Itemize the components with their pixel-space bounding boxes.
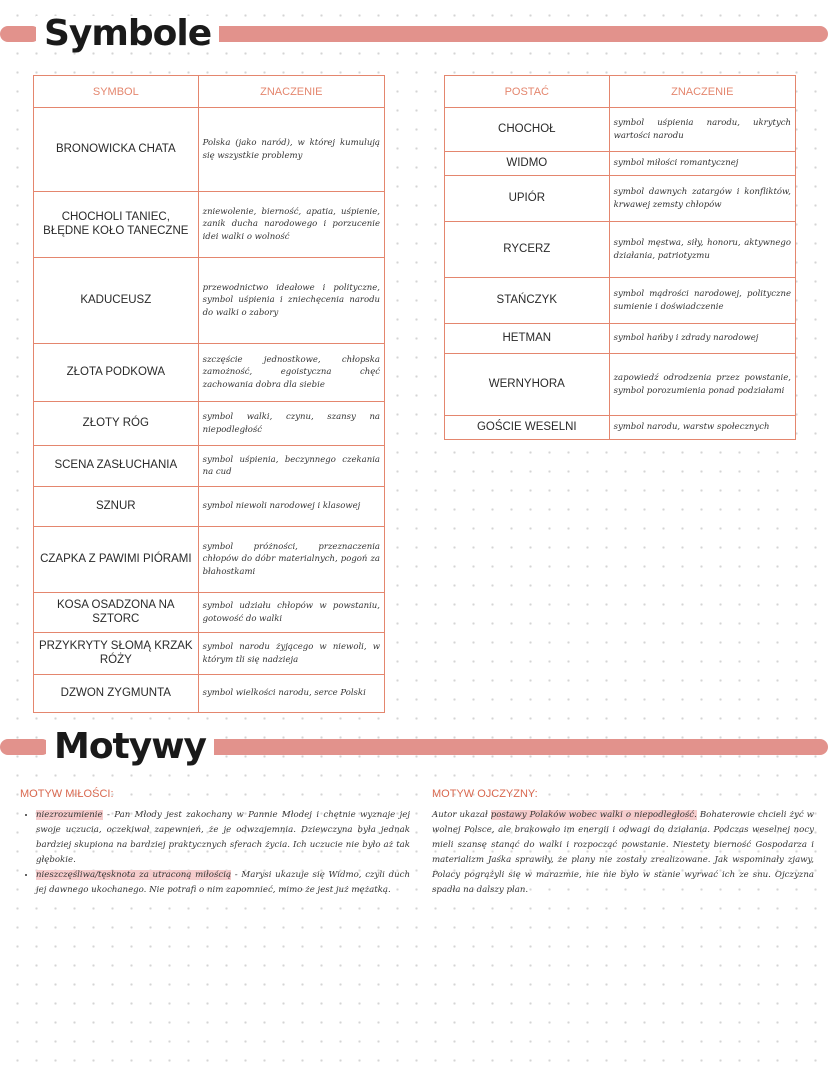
meaning-cell: symbol miłości romantycznej — [609, 152, 795, 176]
meaning-cell: zapowiedź odrodzenia przez powstanie, symbol porozumienia ponad podziałami — [609, 354, 795, 416]
table-row — [34, 446, 385, 487]
motif-love-text — [22, 808, 410, 898]
table-row — [34, 527, 385, 593]
meaning-cell: symbol dawnych zatargów i konfliktów, krwawej zemsty chłopów — [609, 176, 795, 222]
motif-homeland-title: MOTYW OJCZYZNY: — [432, 788, 538, 800]
symbol-cell: PRZYKRYTY SŁOMĄ KRZAK RÓŻY — [34, 633, 199, 675]
meaning-cell: symbol udziału chłopów w powstaniu, gotowość do walki — [198, 593, 384, 633]
meaning-cell: symbol uśpienia, beczynnego czekania na cud — [198, 446, 384, 487]
meaning-cell: symbol hańby i zdrady narodowej — [609, 324, 795, 354]
meaning-cell: szczęście jednostkowe, chłopska zamożność, egoistyczna chęć zachowania dobra dla siebie — [198, 344, 384, 402]
meaning-cell: symbol męstwa, siły, honoru, aktywnego działania, patriotyzmu — [609, 222, 795, 278]
meaning-cell: symbol próżności, przeznaczenia chłopów do dóbr materialnych, pogoń za błahostkami — [198, 527, 384, 593]
table-row — [34, 487, 385, 527]
character-cell: UPIÓR — [445, 176, 610, 222]
characters-table-header — [445, 76, 796, 108]
header-meaning: ZNACZENIE — [198, 76, 384, 108]
table-row — [445, 324, 796, 354]
character-cell: CHOCHOŁ — [445, 108, 610, 152]
meaning-cell: symbol walki, czynu, szansy na niepodległość — [198, 402, 384, 446]
symbol-cell: BRONOWICKA CHATA — [34, 108, 199, 192]
list-item — [36, 808, 410, 868]
table-row — [445, 278, 796, 324]
character-cell: STAŃCZYK — [445, 278, 610, 324]
header-meaning: ZNACZENIE — [609, 76, 795, 108]
text-highlight: niezrozumienie — [36, 810, 103, 820]
character-cell: WERNYHORA — [445, 354, 610, 416]
meaning-cell: symbol uśpienia narodu, ukrytych wartości narodu — [609, 108, 795, 152]
symbols-header-bar-left — [0, 26, 40, 42]
table-row — [34, 192, 385, 258]
meaning-cell: Polska (jako naród), w której kumulują się wszystkie problemy — [198, 108, 384, 192]
table-row — [445, 222, 796, 278]
character-cell: WIDMO — [445, 152, 610, 176]
meaning-cell: symbol niewoli narodowej i klasowej — [198, 487, 384, 527]
symbol-cell: KOSA OSADZONA NA SZTORC — [34, 593, 199, 633]
character-cell: RYCERZ — [445, 222, 610, 278]
table-row — [445, 176, 796, 222]
motif-homeland-text — [432, 808, 814, 898]
meaning-cell: symbol mądrości narodowej, polityczne sumienie i doświadczenie — [609, 278, 795, 324]
motifs-header-bar-right — [172, 739, 828, 755]
paragraph-text: - Marysi ukazuje się Widmo, czyli duch jej dawnego ukochanego. Nie potrafi o nim zapomnieć, mimo że jest już mężatką. — [36, 870, 411, 895]
symbol-cell: ZŁOTA PODKOWA — [34, 344, 199, 402]
meaning-cell: symbol narodu, warstw społecznych — [609, 416, 795, 440]
table-row — [34, 344, 385, 402]
symbols-section-title: Symbole — [36, 16, 219, 52]
character-cell: HETMAN — [445, 324, 610, 354]
symbol-cell: ZŁOTY RÓG — [34, 402, 199, 446]
table-row — [445, 354, 796, 416]
paragraph-text: - Pan Młody jest zakochany w Pannie Młodej i chętnie wyznaje jej swoje uczucia, oczekiwał zapewnień, że je odwzajemnia. Dziewczyna była jednak bardziej skupiona na bardziej praktycznych sferach życia. Ich uczucie nie było aż tak głębokie. — [36, 810, 410, 865]
motif-love-title: MOTYW MIŁOŚCI: — [20, 788, 114, 800]
header-character: POSTAĆ — [445, 76, 610, 108]
symbol-cell: DZWON ZYGMUNTA — [34, 675, 199, 713]
symbols-header-bar-right — [176, 26, 828, 42]
symbols-table-header — [34, 76, 385, 108]
table-row — [445, 416, 796, 440]
header-symbol: SYMBOL — [34, 76, 199, 108]
symbols-table — [33, 75, 385, 713]
table-row — [34, 258, 385, 344]
symbol-cell: SZNUR — [34, 487, 199, 527]
symbol-cell: CHOCHOLI TANIEC, BŁĘDNE KOŁO TANECZNE — [34, 192, 199, 258]
symbol-cell: KADUCEUSZ — [34, 258, 199, 344]
table-row — [445, 108, 796, 152]
motifs-section-title: Motywy — [46, 729, 214, 765]
table-row — [34, 675, 385, 713]
symbol-cell: CZAPKA Z PAWIMI PIÓRAMI — [34, 527, 199, 593]
meaning-cell: symbol wielkości narodu, serce Polski — [198, 675, 384, 713]
character-cell: GOŚCIE WESELNI — [445, 416, 610, 440]
paragraph-text: Bohaterowie chcieli żyć w wolnej Polsce, ale brakowało im energii i odwagi do działania. Podczas weselnej nocy mieli szansę stanąć do walki i rozpocząć powstanie. Niestety bierność Gospodarza i materializm Jaśka sprawiły, że plany nie zostały zrealizowane. Jak wspominały zjawy, Polacy pogrążyli się w marazmie, nie nie było w stanie wyrwać ich ze snu. Ojczyzna spadła na dalszy plan. — [432, 810, 814, 895]
table-row — [445, 152, 796, 176]
characters-table — [444, 75, 796, 440]
table-row — [34, 108, 385, 192]
list-item — [36, 868, 410, 898]
motifs-header-bar-left — [0, 739, 50, 755]
meaning-cell: przewodnictwo ideałowe i polityczne, symbol uśpienia i zniechęcenia narodu do walki o zabory — [198, 258, 384, 344]
meaning-cell: symbol narodu żyjącego w niewoli, w którym tli się nadzieja — [198, 633, 384, 675]
meaning-cell: zniewolenie, bierność, apatia, uśpienie, zanik ducha narodowego i porzucenie idei walki o wolność — [198, 192, 384, 258]
table-row — [34, 633, 385, 675]
symbol-cell: SCENA ZASŁUCHANIA — [34, 446, 199, 487]
paragraph-text: Autor ukazał — [432, 810, 491, 820]
text-highlight: nieszczęśliwa/tęsknota za utraconą miłością — [36, 870, 232, 880]
text-highlight: postawy Polaków wobec walki o niepodległość. — [490, 810, 697, 820]
table-row — [34, 593, 385, 633]
table-row — [34, 402, 385, 446]
